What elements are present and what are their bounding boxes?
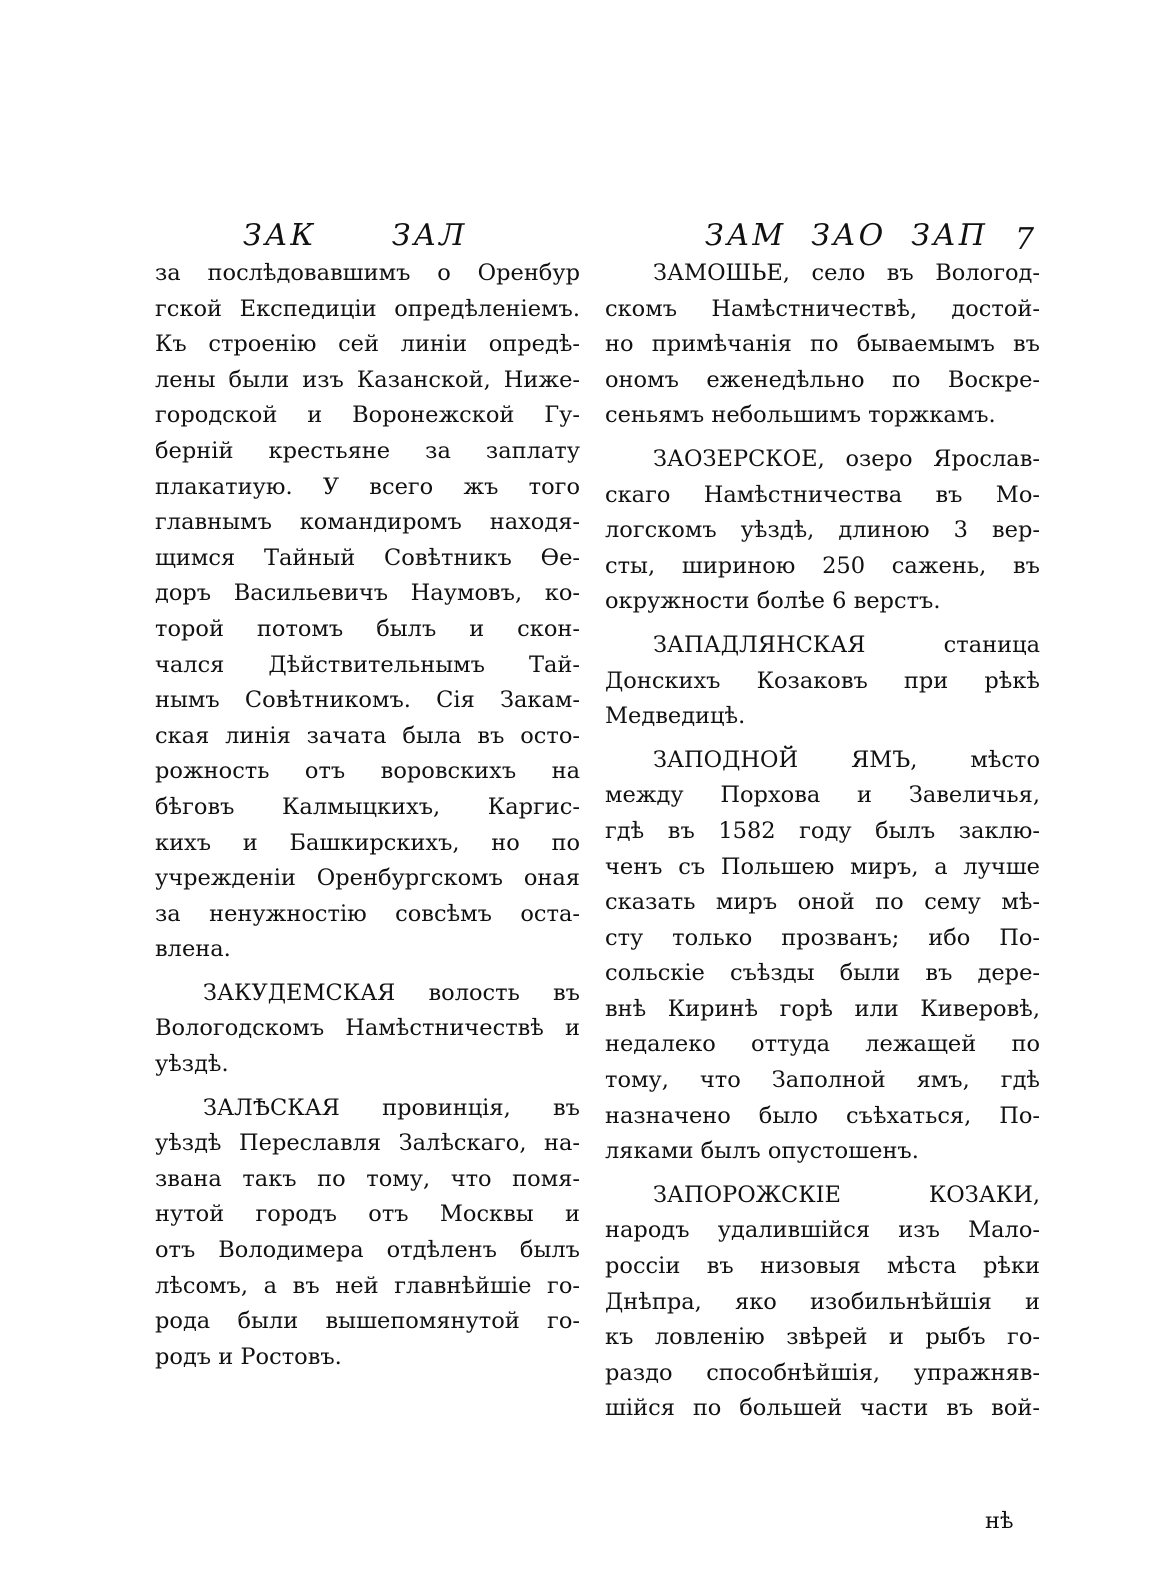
entry-heading-line: ЗАКУДЕМСКАЯ волость въ [203,979,580,1006]
text-line: сказать миръ оной по сему мѣ- [605,889,1040,916]
text-line: щимся Тайный Совѣтникъ Ѳе- [155,544,580,571]
text-line: кихъ и Башкирскихъ, но по [155,829,580,856]
text-line: Вологодскомъ Намѣстничествѣ и [155,1015,580,1042]
text-line: за ненужностію совсѣмъ оста- [155,900,580,927]
text-line: скомъ Намѣстничествѣ, достой- [605,295,1040,322]
running-head-right: ЗАМ ЗАО ЗАП [705,218,988,253]
entry-heading-line: ЗАПАДЛЯНСКАЯ станица [653,631,1040,658]
text-line: городской и Воронежской Гу- [155,402,580,429]
text-line: плакатиую. У всего жъ того [155,473,580,500]
text-line: сту только прозванъ; ибо По- [605,924,1040,951]
text-line: скаго Намѣстничества въ Мо- [605,481,1040,508]
entry-heading-line: ЗАОЗЕРСКОЕ, озеро Ярослав- [653,445,1040,472]
text-line: недалеко оттуда лежащей по [605,1031,1040,1058]
text-line: сеньямъ небольшимъ торжкамъ. [605,402,996,429]
text-line: доръ Васильевичъ Наумовъ, ко- [155,580,580,607]
text-line: лены были изъ Казанской, Нижe- [155,366,580,393]
text-line: ченъ съ Польшею миръ, а лучше [605,853,1040,880]
text-line: торой потомъ былъ и скон- [155,615,580,642]
text-line: родъ и Ростовъ. [155,1343,342,1370]
text-line: гдѣ въ 1582 году былъ заклю- [605,817,1040,844]
text-line: тому, что Заполной ямъ, гдѣ [605,1067,1040,1094]
text-line: нутой городъ отъ Москвы и [155,1201,580,1228]
text-line: къ ловленію звѣрей и рыбъ го- [605,1324,1040,1351]
text-line: Къ строенію сей линіи опредѣ- [155,331,580,358]
entry-heading-line: ЗАМОШЬЕ, село въ Вологод- [653,260,1040,286]
text-line: Днѣпра, яко изобильнѣйшія и [605,1288,1040,1315]
text-line: народъ удалившійся изъ Мало- [605,1217,1040,1244]
text-line: учрежденіи Оренбургскомъ оная [155,865,580,892]
text-line: отъ Володимера отдѣленъ былъ [155,1237,580,1264]
text-line: лѣсомъ, а въ ней главнѣйшіе го- [155,1272,580,1299]
text-line: россіи въ низовыя мѣста рѣки [605,1253,1040,1280]
text-line: звана такъ по тому, что помя- [155,1165,580,1192]
text-line: главнымъ командиромъ находя- [155,509,580,536]
catchword: нѣ [985,1508,1014,1534]
entry-heading-line: ЗАПОДНОЙ ЯМЪ, мѣсто [653,746,1040,773]
text-line: окружности болѣе 6 верстъ. [605,588,941,615]
text-line: логскомъ уѣздѣ, длиною 3 вер- [605,517,1040,544]
text-line: внѣ Киринѣ горѣ или Киверовѣ, [605,995,1040,1022]
left-column [155,256,580,1375]
text-line: ономъ еженедѣльно по Воскре- [605,366,1040,393]
text-line: нымъ Совѣтникомъ. Сія Закам- [155,687,580,714]
text-line: ляками былъ опустошенъ. [605,1138,919,1165]
text-line: за послѣдовавшимъ о Оренбур [155,260,580,286]
text-line: Медведицѣ. [605,703,746,730]
entry-heading-line: ЗАПОРОЖСКІЕ КОЗАКИ, [653,1181,1040,1208]
text-line: ская линія зачата была въ осто- [155,722,580,749]
text-line: рожность отъ воровскихъ на [155,758,580,785]
text-line: но примѣчанія по бываемымъ въ [605,331,1040,358]
text-line: назначено было съѣхаться, По- [605,1102,1040,1129]
text-line: сты, шириною 250 сажень, въ [605,552,1040,579]
right-column [605,256,1040,1427]
text-line: раздо способнѣйшія, упражняв- [605,1359,1040,1386]
text-line: рода были вышепомянутой го- [155,1308,580,1335]
text-line: бѣговъ Калмыцкихъ, Каргис- [155,793,580,820]
text-line: чался Дѣйствительнымъ Тай- [155,651,580,678]
page-number: 7 [1015,222,1035,257]
text-line: берній крестьяне за заплату [155,437,580,464]
text-line: между Порхова и Завеличья, [605,782,1040,809]
text-line: уѣздѣ Переславля Залѣскаго, на- [155,1130,580,1157]
text-line: влена. [155,936,231,963]
text-line: уѣздѣ. [155,1051,229,1078]
text-line: шійся по большей части въ вой- [605,1395,1040,1422]
text-line: сольскіе съѣзды были въ дере- [605,960,1040,987]
text-line: гской Експедиціи опредѣленіемъ. [155,295,580,322]
entry-heading-line: ЗАЛѢСКАЯ провинція, въ [203,1094,580,1121]
running-head-left: ЗАК ЗАЛ [243,218,468,253]
text-line: Донскихъ Козаковъ при рѣкѣ [605,667,1040,694]
